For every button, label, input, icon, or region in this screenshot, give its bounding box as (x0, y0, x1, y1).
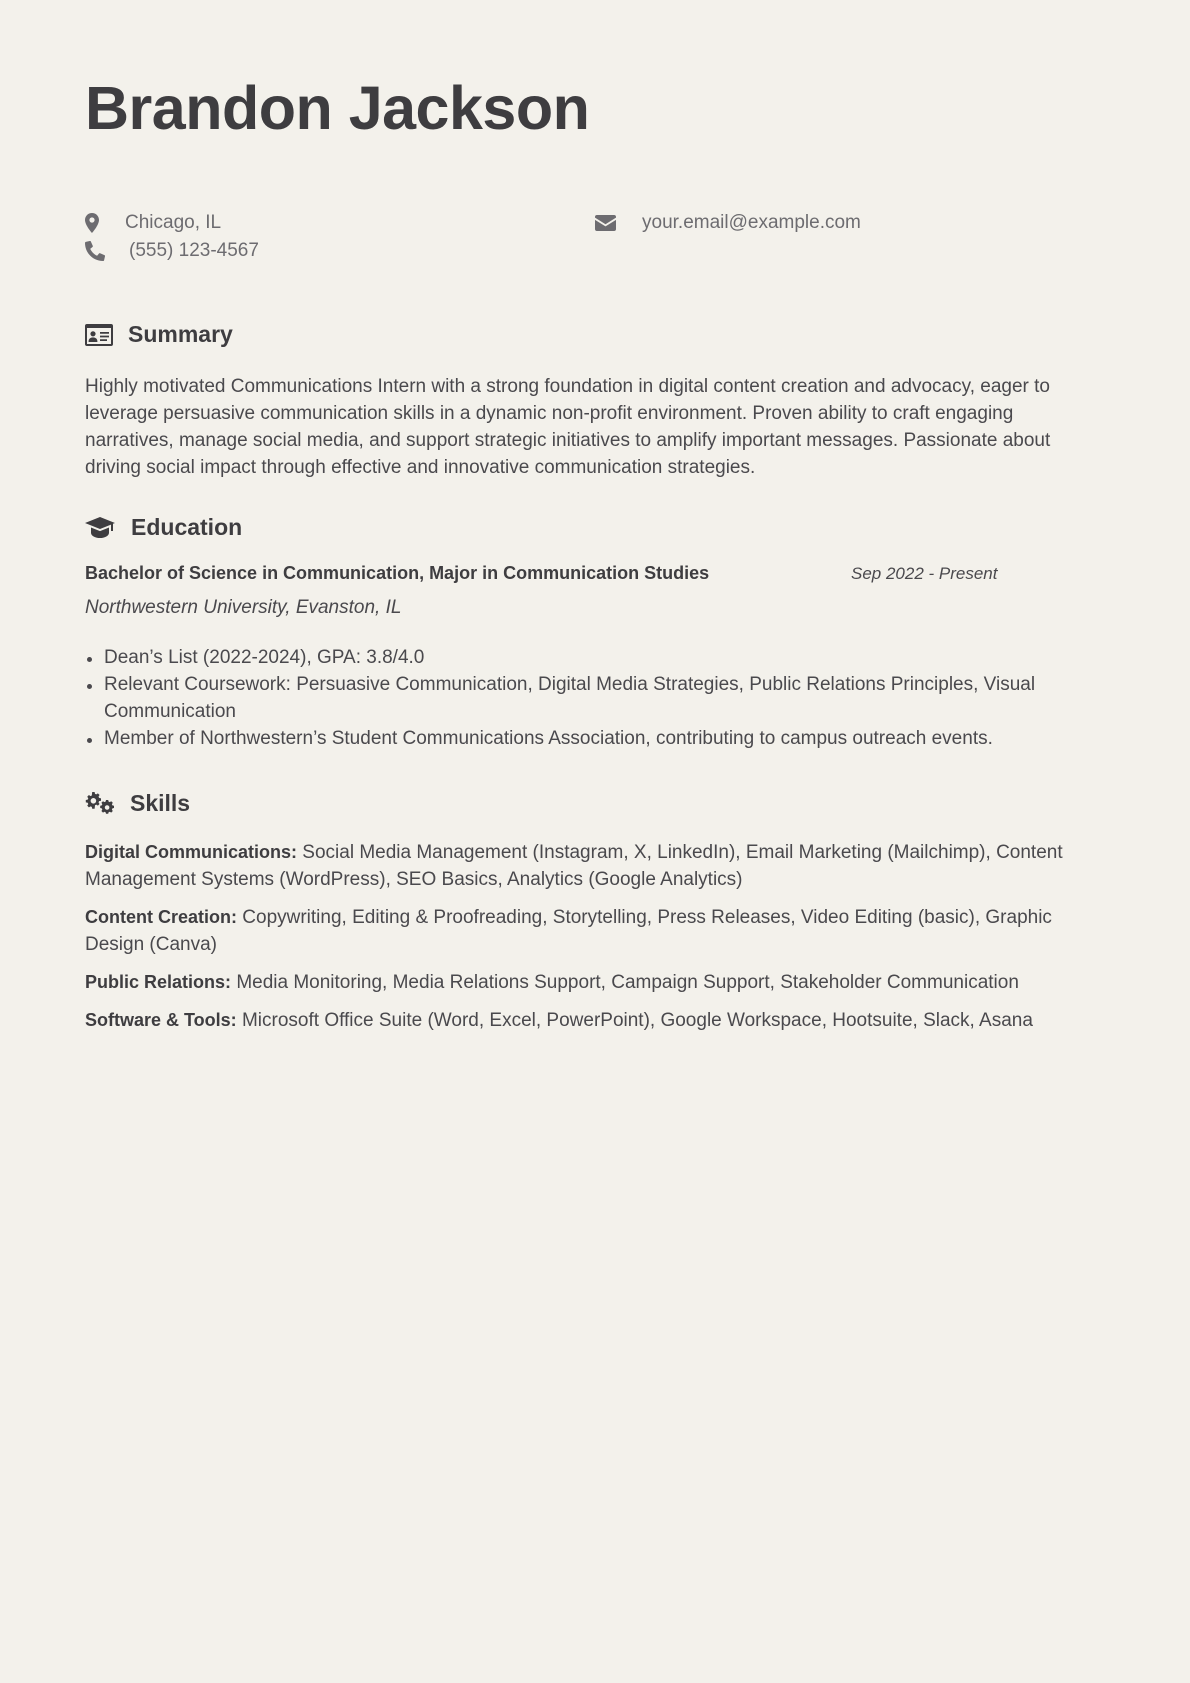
skill-value: Social Media Management (Instagram, X, LinkedIn), Email Marketing (Mailchimp), Content Management Systems (WordPress), SEO Basics, Analytics (Google Analytics) (85, 842, 1063, 890)
list-item: Relevant Coursework: Persuasive Communication, Digital Media Strategies, Public Relations Principles, Visual Communication (85, 671, 1105, 725)
contact-email (595, 212, 861, 234)
school-name: Northwestern University, Evanston, IL (85, 597, 402, 618)
skills-heading (85, 790, 190, 817)
list-item: Member of Northwestern’s Student Communications Association, contributing to campus outreach events. (85, 725, 1105, 752)
envelope-icon (595, 212, 617, 234)
skill-row (85, 839, 1105, 893)
summary-heading (85, 321, 233, 348)
map-marker-icon (85, 212, 107, 234)
contact-location (85, 212, 221, 234)
skill-value: Copywriting, Editing & Proofreading, Storytelling, Press Releases, Video Editing (basic), Graphic Design (Canva) (85, 907, 1052, 955)
skill-label: Digital Communications: (85, 842, 298, 862)
candidate-name: Brandon Jackson (85, 74, 590, 142)
skill-value: Media Monitoring, Media Relations Support, Campaign Support, Stakeholder Communication (236, 972, 1019, 993)
email-link[interactable]: your.email@example.com (642, 212, 861, 233)
phone-icon (85, 240, 107, 262)
cogs-icon (85, 792, 115, 816)
location-text: Chicago, IL (125, 212, 222, 233)
skill-row (85, 969, 1105, 996)
phone-text: (555) 123-4567 (129, 240, 259, 261)
skill-row (85, 904, 1105, 958)
skill-label: Content Creation: (85, 907, 237, 927)
skills-title: Skills (130, 790, 191, 816)
education-dates: Sep 2022 - Present (851, 564, 998, 583)
skill-label: Public Relations: (85, 972, 232, 992)
education-title: Education (131, 514, 243, 540)
skill-label: Software & Tools: (85, 1010, 237, 1030)
contact-phone (85, 240, 259, 262)
skill-row (85, 1007, 1105, 1034)
degree-title: Bachelor of Science in Communication, Major in Communication Studies (85, 563, 710, 583)
education-heading (85, 514, 242, 541)
id-card-icon (85, 324, 113, 346)
skill-value: Microsoft Office Suite (Word, Excel, PowerPoint), Google Workspace, Hootsuite, Slack, Asana (241, 1010, 1033, 1031)
graduation-cap-icon (85, 517, 115, 539)
summary-title: Summary (128, 321, 233, 347)
summary-text: Highly motivated Communications Intern with a strong foundation in digital content creation and advocacy, eager to leverage persuasive communication skills in a dynamic non-profit environment. Proven ability to craft engaging narratives, manage social media, and support strategic initiatives to amplify important messages. Passionate about driving social impact through effective and innovative communication strategies. (85, 376, 1051, 478)
list-item: Dean’s List (2022-2024), GPA: 3.8/4.0 (85, 644, 1105, 671)
education-bullets (85, 644, 1105, 752)
